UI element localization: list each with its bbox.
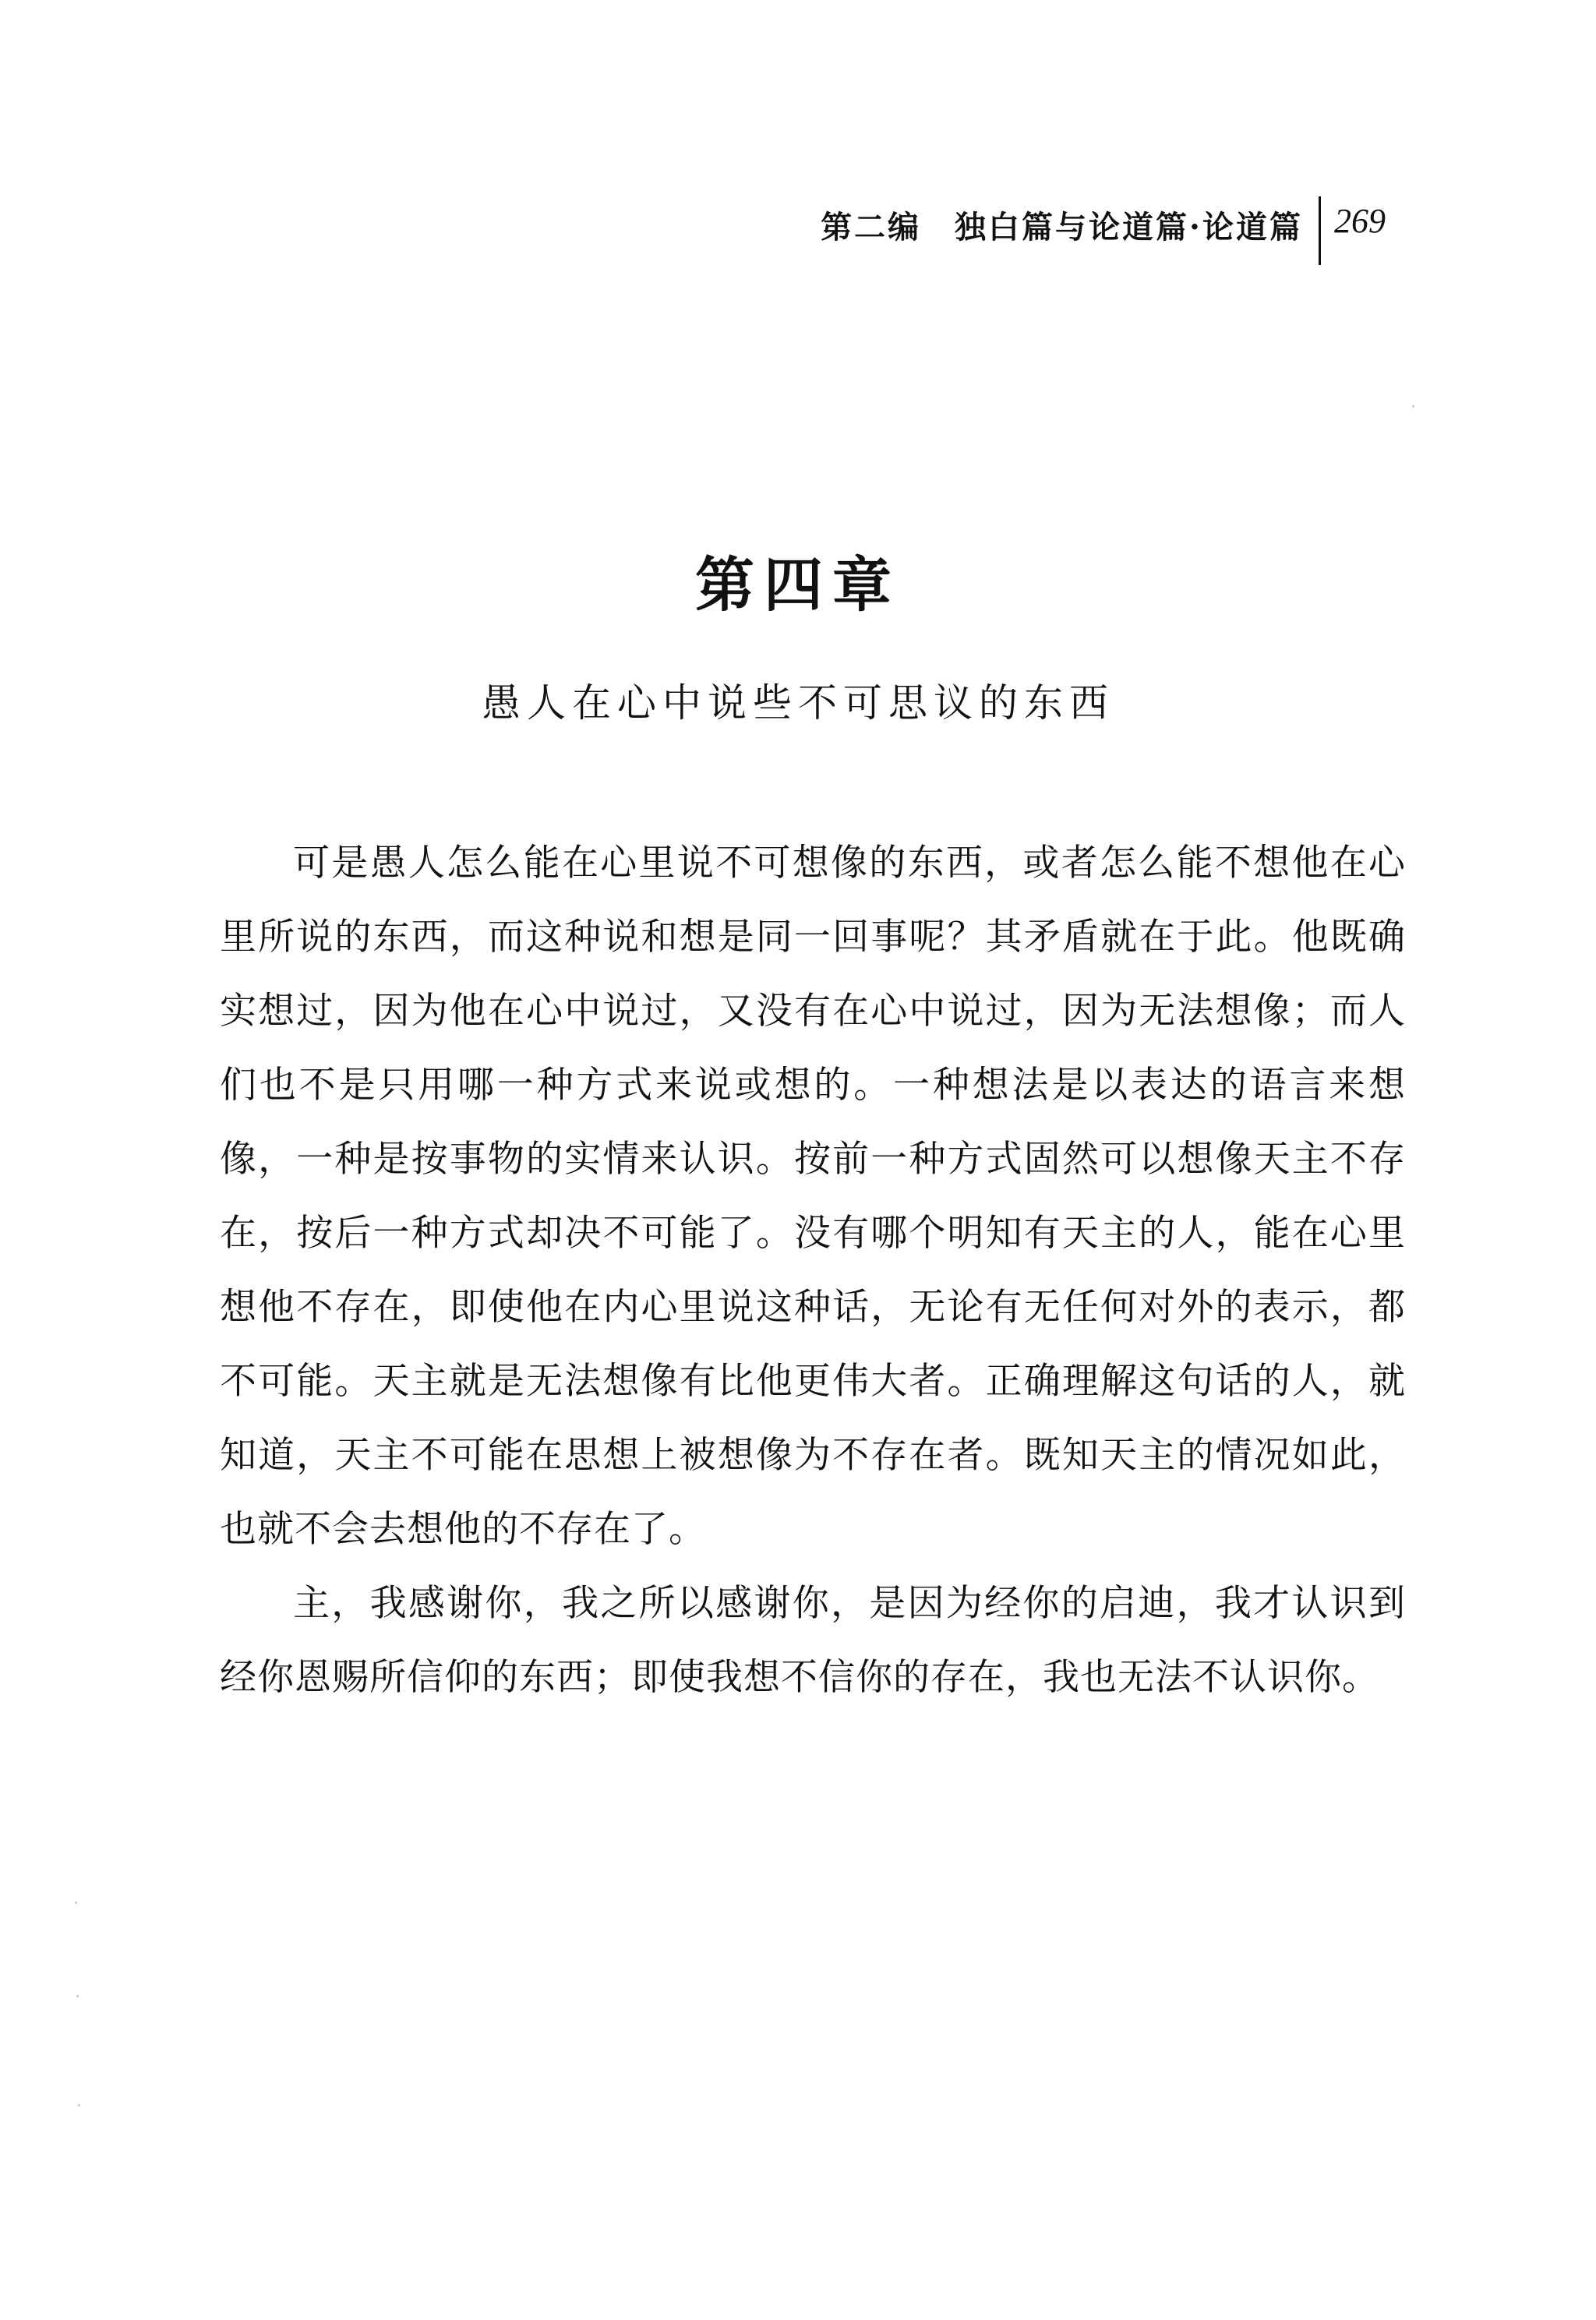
chapter-title: 愚人在心中说些不可思议的东西 xyxy=(482,680,1114,726)
paragraph: 主，我感谢你，我之所以感谢你，是因为经你的启迪，我才认识到经你恩赐所信仰的东西；即使我想不信你的存在，我也无法不认识你。 xyxy=(220,1582,1406,1699)
scan-speck xyxy=(1412,405,1414,408)
scan-speck xyxy=(78,2104,80,2106)
running-header xyxy=(748,196,1403,267)
scan-speck xyxy=(76,1995,79,1997)
page-number: 269 xyxy=(1334,202,1386,240)
scan-speck xyxy=(75,1902,77,1904)
body-text xyxy=(220,826,1406,1714)
paragraph: 可是愚人怎么能在心里说不可想像的东西，或者怎么能不想他在心里所说的东西，而这种说和想是同一回事呢？其矛盾就在于此。他既确实想过，因为他在心中说过，又没有在心中说过，因为无法想像；而人们也不是只用哪一种方式来说或想的。一种想法是以表达的语言来想像，一种是按事物的实情来认识。按前一种方式固然可以想像天主不存在，按后一种方式却决不可能了。没有哪个明知有天主的人，能在心里想他不存在，即使他在内心里说这种话，无论有无任何对外的表示，都不可能。天主就是无法想像有比他更伟大者。正确理解这句话的人，就知道，天主不可能在思想上被想像为不存在者。既知天主的情况如此，也就不会去想他的不存在了。 xyxy=(220,842,1406,1551)
chapter-number: 第四章 xyxy=(695,550,901,620)
running-header-title: 第二编 独白篇与论道篇·论道篇 xyxy=(821,209,1303,245)
header-divider xyxy=(1319,196,1321,265)
